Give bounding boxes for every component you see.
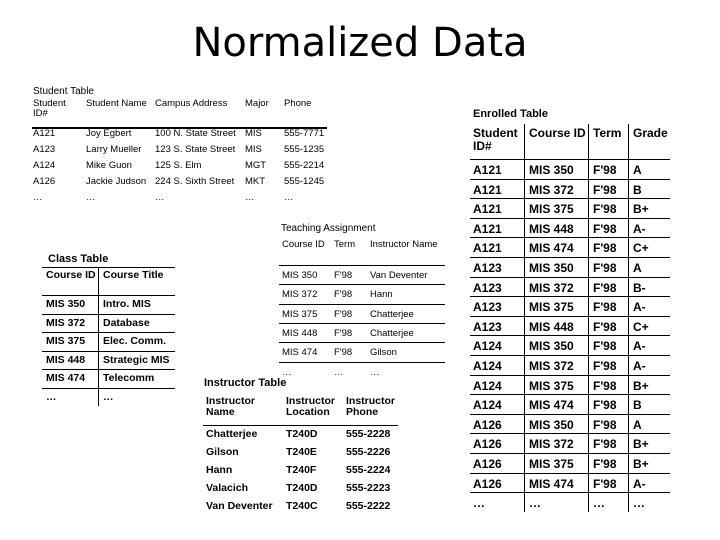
table-row [42,388,175,408]
column-header: Course ID [529,127,586,140]
table-cell: MIS [245,144,262,155]
table-cell: 555-7771 [284,128,325,139]
table-cell: 555-1235 [284,144,325,155]
table-cell: MIS 375 [529,202,574,217]
table-row [203,479,398,497]
table-cell: A124 [473,339,502,354]
table-cell: MIS 372 [529,437,574,452]
student-table-label: Student Table [33,86,94,97]
table-cell: F'98 [334,308,353,320]
table-cell: F'98 [593,280,617,295]
table-cell: MIS 372 [282,289,318,301]
table-row [470,394,670,415]
table-cell: 224 S. Sixth Street [155,176,235,187]
table-cell: T240E [286,446,317,458]
table-cell: A126 [473,476,502,491]
table-cell: Hann [206,464,233,476]
table-cell: Elec. Comm. [103,335,167,347]
table-cell: … [33,192,43,203]
table-cell: F'98 [593,261,617,275]
table-cell: Larry Mueller [86,144,142,155]
table-cell: A124 [473,398,502,413]
table-cell: Joy Egbert [86,128,132,139]
table-cell: 555-2223 [346,482,391,494]
table-cell: … [282,366,292,378]
table-cell: 125 S. Elm [155,160,202,171]
table-cell: B+ [633,437,649,452]
table-cell: A121 [473,202,502,217]
table-cell: A123 [473,300,502,315]
table-cell: F'98 [593,163,617,177]
table-cell: … [284,192,294,203]
table-row [470,277,670,298]
table-cell: Van Deventer [370,270,428,281]
table-cell: A126 [473,457,502,471]
table-cell: MIS 350 [529,339,574,354]
table-cell: A123 [473,280,502,295]
table-row [470,355,670,376]
table-cell: A126 [473,437,502,452]
table-row [470,316,670,337]
column-header: Term [334,240,356,250]
table-cell: F'98 [593,319,617,334]
table-cell: MIS 372 [529,359,574,373]
table-cell: C+ [633,241,649,256]
table-cell: Van Deventer [206,500,273,512]
table-cell: B+ [633,378,649,393]
table-row [203,443,398,461]
table-cell: F'98 [593,339,617,354]
table-cell: Chatterjee [370,308,414,320]
table-cell: Intro. MIS [103,298,151,310]
column-header: Student ID# [473,127,518,153]
table-row [203,497,398,515]
table-cell: … [245,192,255,203]
table-cell: Chatterjee [206,428,258,440]
table-cell: Gilson [370,347,397,359]
table-cell: … [370,366,380,378]
table-cell: A124 [473,378,502,393]
table-cell: Hann [370,289,393,301]
table-cell: … [103,390,114,403]
table-cell: F'98 [593,359,617,373]
header-row [279,236,445,265]
table-cell: Strategic MIS [103,353,170,366]
header-row [470,124,670,159]
table-cell: MIS 448 [46,353,86,366]
table-cell: MKT [245,176,266,187]
table-cell: A- [633,221,646,236]
table-cell: F'98 [593,182,617,197]
table-row [470,375,670,396]
page-title: Normalized Data [192,20,528,66]
table-cell: 555-2222 [346,500,391,512]
table-row [42,351,175,371]
table-row [470,179,670,200]
table-cell: MIS 375 [46,335,86,347]
table-cell: … [633,496,645,511]
table-cell: A126 [33,176,56,187]
table-cell: A123 [473,319,502,334]
table-cell: A- [633,339,646,354]
enrolled-table-label: Enrolled Table [473,108,548,120]
table-cell: MIS 474 [46,372,86,384]
table-cell: A126 [473,417,502,432]
column-header: Instructor Name [206,396,256,419]
table-cell: A121 [473,163,502,177]
instructor-table-label: Instructor Table [204,377,287,389]
table-cell: B [633,398,642,413]
table-row [203,425,398,443]
table-cell: T240D [286,482,318,494]
table-cell: A- [633,476,646,491]
table-row [42,332,175,352]
column-header: Course ID [282,240,325,250]
table-cell: … [334,366,344,378]
table-cell: A123 [33,144,56,155]
class-table-label: Class Table [48,253,109,265]
table-cell: MIS 474 [529,241,574,256]
table-cell: Jackie Judson [86,176,147,187]
table-cell: A [633,261,642,275]
header-row [203,393,398,426]
table-cell: … [155,192,165,203]
table-cell: MIS 350 [529,163,574,177]
table-cell: MIS 372 [529,182,574,197]
table-cell: Telecomm [103,372,155,384]
table-cell: 555-2226 [346,446,391,458]
table-row [470,237,670,258]
table-cell: Valacich [206,482,249,494]
table-cell: A- [633,300,646,315]
table-cell: F'98 [334,289,353,301]
table-cell: T240C [286,500,318,512]
column-divider [588,124,589,512]
table-cell: MIS 375 [529,378,574,393]
table-row [279,284,445,304]
table-cell: F'98 [593,378,617,393]
table-cell: MIS 474 [282,347,318,359]
table-row [279,362,445,382]
table-cell: T240D [286,428,318,440]
table-cell: … [86,192,96,203]
table-cell: Database [103,316,150,329]
table-row [279,304,445,324]
column-header: Grade [633,127,668,140]
table-row [470,296,670,317]
table-cell: MIS [245,128,262,139]
header-row [32,98,327,129]
table-row [470,218,670,239]
column-header: Student ID# [33,99,66,119]
table-row [470,414,670,435]
table-row [42,295,175,315]
table-cell: 555-1245 [284,176,325,187]
table-cell: T240F [286,464,317,476]
table-cell: B+ [633,202,649,217]
table-cell: F'98 [593,241,617,256]
table-cell: 123 S. State Street [155,144,236,155]
column-header: Course Title [103,270,164,281]
table-cell: A- [633,359,646,373]
table-cell: A124 [473,359,502,373]
table-cell: MIS 448 [529,319,574,334]
teaching-assignment-label: Teaching Assignment [281,223,376,234]
table-cell: F'98 [593,457,617,471]
header-row [42,267,175,296]
table-cell: 555-2214 [284,160,325,171]
table-cell: A121 [33,128,56,139]
column-header: Phone [284,99,312,109]
table-cell: F'98 [334,270,353,281]
table-cell: F'98 [593,300,617,315]
column-header: Instructor Name [370,240,438,250]
table-cell: F'98 [593,417,617,432]
table-row [470,433,670,454]
table-row [470,453,670,474]
table-cell: A [633,163,642,177]
table-cell: A [633,417,642,432]
table-row [42,314,175,334]
column-divider [98,267,99,406]
column-divider [628,124,629,512]
table-cell: MIS 350 [529,417,574,432]
table-row [279,342,445,362]
table-row [279,265,445,285]
column-header: Instructor Phone [346,396,396,419]
table-cell: B+ [633,457,649,471]
table-cell: F'98 [593,202,617,217]
table-cell: … [473,496,485,511]
table-row [42,369,175,389]
column-header: Term [593,127,622,140]
table-cell: … [593,496,605,511]
table-cell: Chatterjee [370,327,414,339]
table-cell: A121 [473,221,502,236]
table-cell: C+ [633,319,649,334]
table-cell: Mike Guon [86,160,132,171]
table-cell: A121 [473,241,502,256]
column-header: Campus Address [155,99,228,109]
table-cell: MIS 448 [282,327,318,339]
table-row [470,198,670,219]
table-row [470,492,670,513]
table-cell: MGT [245,160,267,171]
table-cell: B- [633,280,646,295]
table-cell: F'98 [593,398,617,413]
table-cell: MIS 375 [529,300,574,315]
table-cell: MIS 372 [529,280,574,295]
table-cell: … [529,496,541,511]
table-cell: A124 [33,160,56,171]
table-cell: A123 [473,261,502,275]
table-row [279,323,445,343]
table-cell: 555-2228 [346,428,391,440]
table-row [470,257,670,278]
table-cell: Gilson [206,446,239,458]
table-cell: MIS 474 [529,398,574,413]
table-row [470,159,670,180]
table-cell: F'98 [334,327,353,339]
table-cell: MIS 375 [529,457,574,471]
table-cell: F'98 [334,347,353,359]
table-cell: MIS 448 [529,221,574,236]
table-cell: MIS 372 [46,316,86,329]
table-cell: B [633,182,642,197]
table-cell: F'98 [593,221,617,236]
column-header: Course ID [46,270,96,281]
table-cell: MIS 474 [529,476,574,491]
column-header: Major [245,99,269,109]
table-cell: 555-2224 [346,464,391,476]
table-cell: A121 [473,182,502,197]
table-cell: F'98 [593,476,617,491]
table-cell: MIS 375 [282,308,318,320]
table-cell: 100 N. State Street [155,128,236,139]
table-row [203,461,398,479]
table-cell: MIS 350 [529,261,574,275]
column-header: Student Name [86,99,147,109]
column-divider [524,124,525,512]
table-cell: MIS 350 [282,270,318,281]
table-cell: … [46,390,57,403]
table-cell: F'98 [593,437,617,452]
table-row [470,473,670,494]
table-cell: MIS 350 [46,298,86,310]
table-row [470,335,670,356]
column-header: Instructor Location [286,396,336,419]
